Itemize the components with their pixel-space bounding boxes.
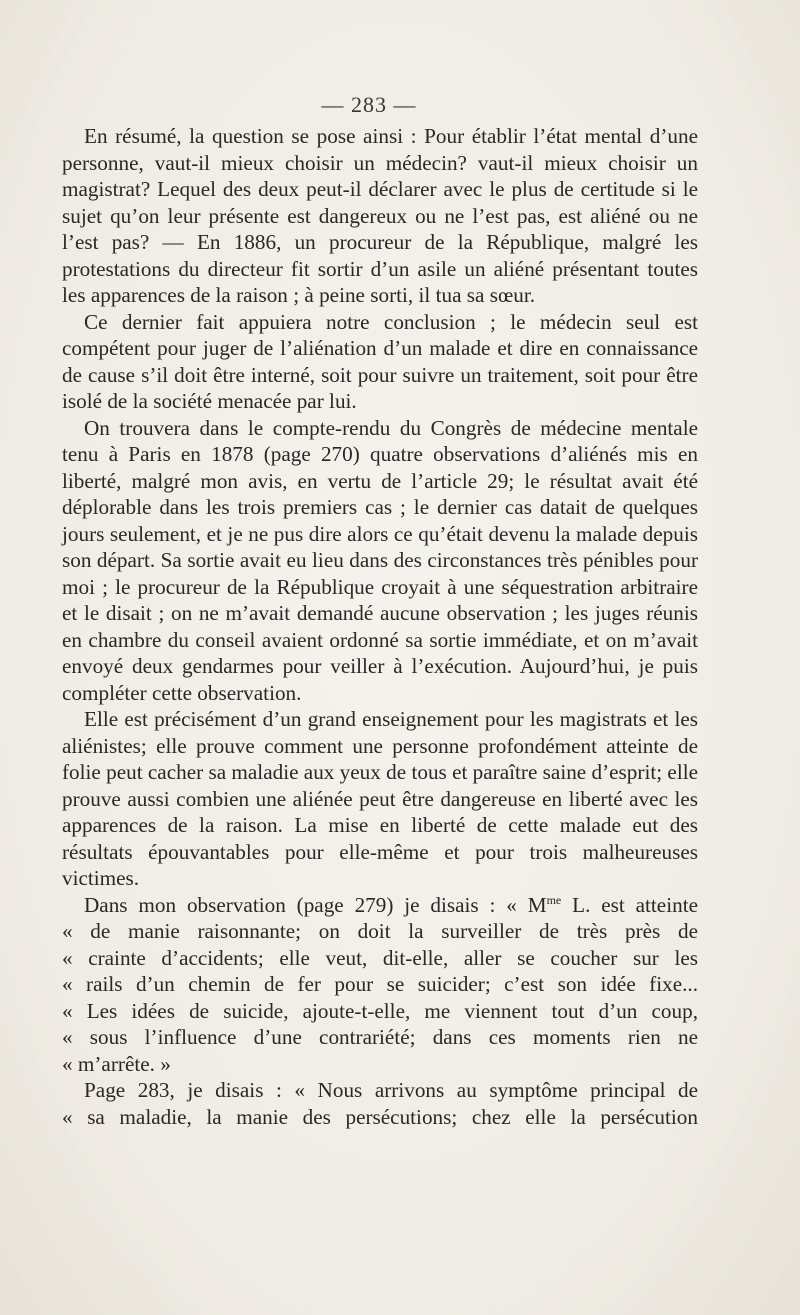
paragraph-congress: On trouvera dans le compte-rendu du Congrès de médecine mentale tenu à Paris en 1878 (page 270) quatre observations d’aliénés mis en liberté, malgré mon avis, en vertu de l’article 29; le résultat avait été déplorable dans les trois premiers cas ; le dernier cas datait de quelques jours seulement, et je ne pus dire alors ce qu’était devenu la malade depuis son départ. Sa sortie avait eu lieu dans des circonstances très pénibles pour moi ; le procureur de la République croyait à une séquestration arbitraire et le disait ; on ne m’avait demandé aucune observation ; les juges réunis en chambre du conseil avaient ordonné sa sortie immédiate, et on m’avait envoyé deux gendarmes pour veiller à l’exécution. Aujourd’hui, je puis compléter cette observation. [62, 415, 698, 705]
quote-observation [62, 892, 698, 1078]
page-body [62, 123, 698, 1130]
quote-line: « sous l’influence d’une contrariété; dans ces moments rien ne [62, 1025, 698, 1049]
quote-line: « sa maladie, la manie des persécutions; chez elle la persécution [62, 1104, 698, 1129]
quote-intro-line: Dans mon observation (page 279) je disais : « $M^{me}$ L. est atteinte [84, 892, 698, 917]
paragraph-teaching: Elle est précisément d’un grand enseignement pour les magistrats et les aliénistes; elle prouve comment une personne profondément atteinte de folie peut cacher sa maladie aux yeux de tous et paraître saine d’esprit; elle prouve aussi combien une aliénée peut être dangereuse en liberté avec les apparences de la raison. La mise en liberté de cette malade eut des résultats épouvantables pour elle-même et pour trois malheureuses victimes. [62, 707, 698, 890]
quote-line: « rails d’un chemin de fer pour se suicider; c’est son idée fixe... [62, 972, 698, 996]
paragraph-summary: En résumé, la question se pose ainsi : Pour établir l’état mental d’une personne, vaut-il mieux choisir un médecin? vaut-il mieux choisir un magistrat? Lequel des deux peut-il déclarer avec le plus de certitude si le sujet qu’on leur présente est dangereux ou ne l’est pas, est aliéné ou ne l’est pas? — En 1886, un procureur de la République, malgré les protestations du directeur fit sortir d’un asile un aliéné présentant toutes les apparences de la raison ; à peine sorti, il tua sa sœur. [62, 124, 698, 307]
quote-intro-line: Page 283, je disais : « Nous arrivons au symptôme principal de [84, 1078, 698, 1102]
quote-line: « de manie raisonnante; on doit la surveiller de très près de [62, 919, 698, 943]
quote-line: « crainte d’accidents; elle veut, dit-elle, aller se coucher sur les [62, 945, 698, 970]
paragraph-conclusion: Ce dernier fait appuiera notre conclusion ; le médecin seul est compétent pour juger de l’aliénation d’un malade et dire en connaissance de cause s’il doit être interné, soit pour suivre un traitement, soit pour être isolé de la société menacée par lui. [62, 309, 698, 413]
quote-page-283 [62, 1077, 698, 1130]
superscript-me: me [546, 892, 562, 907]
quote-line: « Les idées de suicide, ajoute-t-elle, me viennent tout d’un coup, [62, 998, 698, 1023]
page-number: — 283 — [321, 92, 417, 117]
quote-line: « m’arrête. » [62, 1051, 171, 1076]
